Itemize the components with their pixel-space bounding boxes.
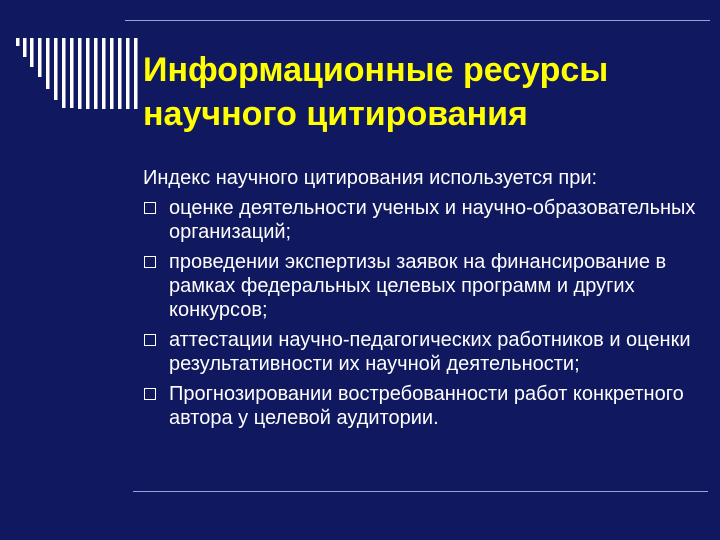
list-item-text: оценке деятельности ученых и научно-образовательных организаций;	[169, 197, 696, 243]
bullet-list	[143, 196, 703, 430]
list-item	[143, 196, 703, 244]
top-divider	[125, 20, 710, 21]
slide-title	[143, 48, 703, 136]
hollow-square-icon	[144, 202, 156, 214]
title-line-1: Информационные ресурсы	[143, 51, 609, 89]
hollow-square-icon	[144, 388, 156, 400]
bottom-divider	[133, 491, 708, 492]
list-item	[143, 250, 703, 322]
intro-text: Индекс научного цитирования используется при:	[143, 167, 598, 189]
list-item	[143, 328, 703, 376]
slide-content	[143, 166, 703, 436]
list-item-text: Прогнозировании востребованности работ конкретного автора у целевой аудитории.	[169, 383, 684, 429]
list-item-text: аттестации научно-педагогических работников и оценки результативности их научной деятельности;	[169, 329, 691, 375]
hollow-square-icon	[144, 334, 156, 346]
hollow-square-icon	[144, 256, 156, 268]
decorative-bars-icon	[0, 0, 150, 120]
list-item	[143, 382, 703, 430]
title-line-2: научного цитирования	[143, 95, 528, 133]
list-item-text: проведении экспертизы заявок на финансирование в рамках федеральных целевых программ и других конкурсов;	[169, 251, 667, 321]
